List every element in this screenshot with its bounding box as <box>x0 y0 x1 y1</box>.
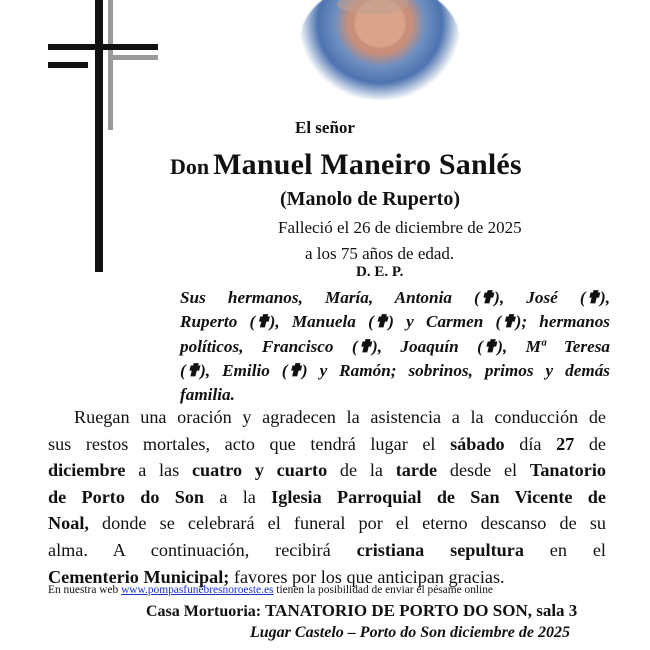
age-text: a los 75 años de edad. <box>305 244 455 263</box>
mortuary-line <box>146 601 577 621</box>
body-line: sus restos mortales, acto que tendrá lugar el sábado día 27 de <box>48 433 607 454</box>
intro-text: El señor <box>295 118 355 137</box>
ceremony-details <box>48 404 606 590</box>
family-line: políticos, Francisco (✟), Joaquín (✟), Mª Teresa <box>180 336 610 356</box>
body-line: alma. A continuación, recibirá cristiana sepultura en el <box>48 539 606 560</box>
family-line: familia. <box>180 385 235 405</box>
deceased-name: Manuel Maneiro Sanlés <box>213 148 522 181</box>
honorific: Don <box>170 154 210 179</box>
body-line: Noal, donde se celebrará el funeral por el eterno descanso de su <box>48 513 606 534</box>
web-condolence-line: En nuestra web www.pompasfunebresnoroeste.es tienen la posibilidad de enviar el pésame online <box>48 584 493 596</box>
place-date: Lugar Castelo – Porto do Son diciembre de 2025 <box>250 624 570 641</box>
family-line: Sus hermanos, María, Antonia (✟), José (✟), <box>180 288 610 307</box>
website-link[interactable]: www.pompasfunebresnoroeste.es <box>121 584 274 596</box>
rip-text: D. E. P. <box>356 264 404 280</box>
body-line: Ruegan una oración y agradecen la asistencia a la conducción de <box>74 407 606 427</box>
body-line: de Porto do Son a la Iglesia Parroquial de San Vicente de <box>48 486 606 507</box>
mortuary-value: TANATORIO DE PORTO DO SON, sala 3 <box>265 601 578 620</box>
date-of-death: Falleció el 26 de diciembre de 2025 <box>278 218 522 237</box>
family-list <box>180 286 610 407</box>
family-line: Ruperto (✟), Manuela (✟) y Carmen (✟); hermanos <box>180 312 610 332</box>
family-line: (✟), Emilio (✟) y Ramón; sobrinos, primos y demás <box>180 360 610 380</box>
mortuary-label: Casa Mortuoria: <box>146 603 266 620</box>
body-line: diciembre a las cuatro y cuarto de la tarde desde el Tanatorio <box>48 460 606 481</box>
deceased-photo <box>300 0 460 100</box>
deceased-name-line <box>170 148 640 182</box>
body-line: Cementerio Municipal; favores por los que anticipan gracias. <box>48 566 505 587</box>
nickname: (Manolo de Ruperto) <box>280 188 460 210</box>
